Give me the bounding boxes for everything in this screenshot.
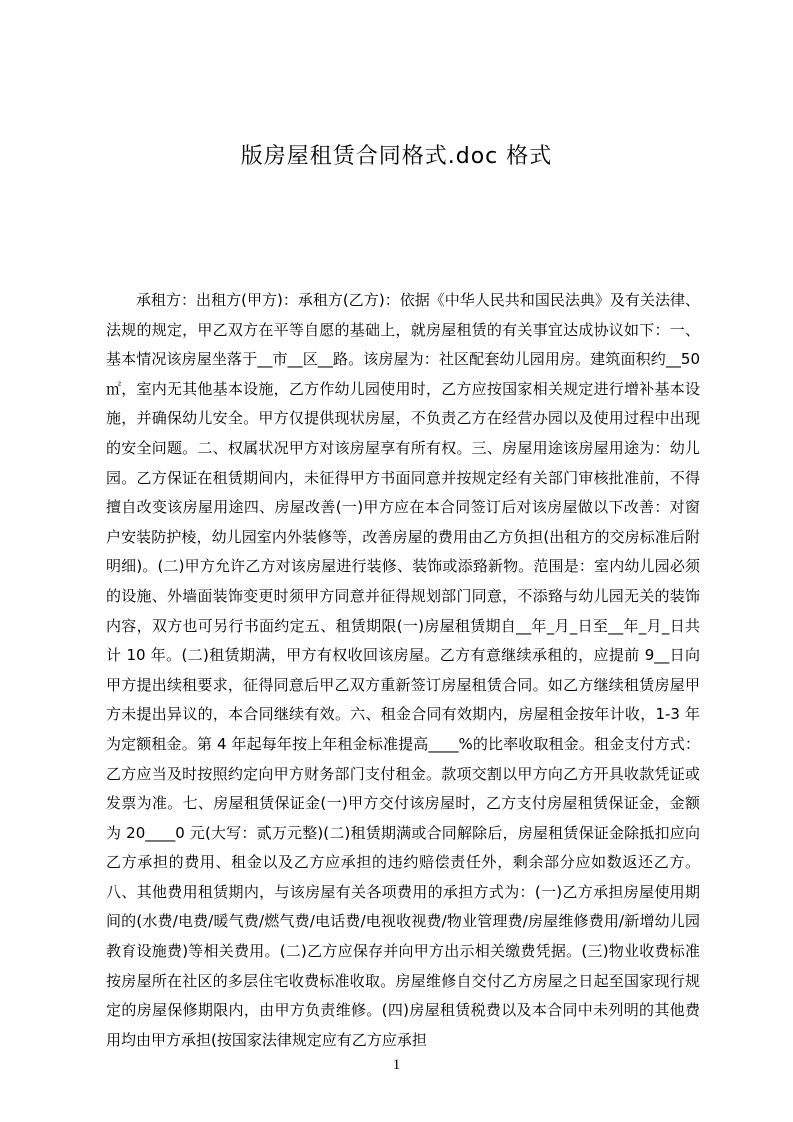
document-title: 版房屋租赁合同格式.doc 格式 (240, 144, 553, 169)
page-number: 1 (392, 1057, 401, 1073)
contract-body-text: 承租方：出租方(甲方)：承租方(乙方)：依据《中华人民共和国民法典》及有关法律、法规的规定，甲乙双方在平等自愿的基础上，就房屋租赁的有关事宜达成协议如下：一、基本情况该房屋坐落于__市__区__路。该房屋为：社区配套幼儿园用房。建筑面积约__50 ㎡，室内无其他基本设施，乙方作幼儿园使用时，乙方应按国家相关规定进行增补基本设施，并确保幼儿安全。甲方仅提供现状房屋，不负责乙方在经营办园以及使用过程中出现的安全问题。二、权属状况甲方对该房屋享有所有权。三、房屋用途该房屋用途为：幼儿园。乙方保证在租赁期间内，未征得甲方书面同意并按规定经有关部门审核批准前，不得擅自改变该房屋用途四、房屋改善(一)甲方应在本合同签订后对该房屋做以下改善：对窗户安装防护棱，幼儿园室内外装修等，改善房屋的费用由乙方负担(出租方的交房标准后附明细)。(二)甲方允许乙方对该房屋进行装修、装饰或添臵新物。范围是：室内幼儿园必须的设施、外墙面装饰变更时须甲方同意并征得规划部门同意，不添臵与幼儿园无关的装饰内容，双方也可另行书面约定五、租赁期限(一)房屋租赁期自__年_月_日至__年_月_日共计 10 年。(二)租赁期满，甲方有权收回该房屋。乙方有意继续承租的，应提前 9__日向甲方提出续租要求，征得同意后甲乙双方重新签订房屋租赁合同。如乙方继续租赁房屋甲方未提出异议的，本合同继续有效。六、租金合同有效期内，房屋租金按年计收，1-3 年为定额租金。第 4 年起每年按上年租金标准提高____%的比率收取租金。租金支付方式：乙方应当及时按照约定向甲方财务部门支付租金。款项交割以甲方向乙方开具收款凭证或发票为准。七、房屋租赁保证金(一)甲方交付该房屋时，乙方支付房屋租赁保证金，金额为 20____0 元(大写：贰万元整)(二)租赁期满或合同解除后，房屋租赁保证金除抵扣应向乙方承担的费用、租金以及乙方应承担的违约赔偿责任外，剩余部分应如数返还乙方。八、其他费用租赁期内，与该房屋有关各项费用的承担方式为：(一)乙方承担房屋使用期间的(水费/电费/暖气费/燃气费/电话费/电视收视费/物业管理费/房屋维修费用/新增幼儿园教育设施费)等相关费用。(二)乙方应保存并向甲方出示相关缴费凭据。(三)物业收费标准按房屋所在社区的多层住宅收费标准收取。房屋维修自交付乙方房屋之日起至国家现行规定的房屋保修期限内，由甲方负责维修。(四)房屋租赁税费以及本合同中未列明的其他费用均由甲方承担(按国家法律规定应有乙方应承担 (106, 291, 700, 1049)
